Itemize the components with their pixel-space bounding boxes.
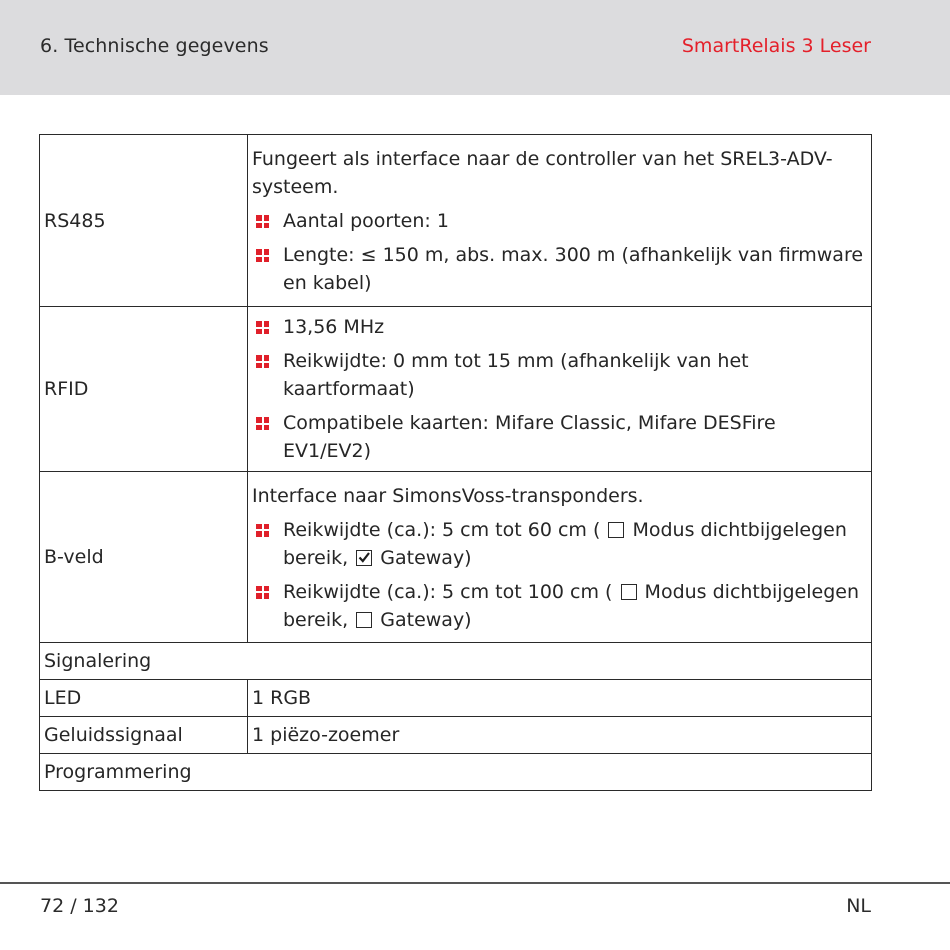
- bullet-icon: [256, 524, 269, 537]
- table-row: [40, 754, 872, 791]
- row-label-rfid: RFID: [40, 307, 248, 472]
- rs485-intro: Fungeert als interface naar de controller van het SREL3-ADV-systeem.: [252, 148, 833, 198]
- page-header: [0, 0, 950, 95]
- page-number: 72 / 132: [40, 895, 119, 917]
- table-row: [40, 307, 872, 472]
- row-label-geluid: Geluidssignaal: [40, 717, 248, 754]
- bullet-icon: [256, 215, 269, 228]
- bullet-icon: [256, 321, 269, 334]
- spec-table: [39, 134, 872, 791]
- bullet-icon: [256, 249, 269, 262]
- list-item: Reikwijdte (ca.): 5 cm tot 60 cm ( Modus dichtbijgelegen bereik, Gateway): [252, 516, 867, 572]
- row-value-geluid: 1 piëzo-zoemer: [248, 717, 872, 754]
- row-heading-signalering: Signalering: [40, 643, 872, 680]
- table-row: [40, 680, 872, 717]
- row-label-bveld: B-veld: [40, 472, 248, 643]
- list-item: Reikwijdte: 0 mm tot 15 mm (afhankelijk van het kaartformaat): [252, 347, 867, 403]
- bullet-icon: [256, 417, 269, 430]
- bullet-icon: [256, 355, 269, 368]
- row-label-rs485: RS485: [40, 135, 248, 307]
- rfid-bullets: [252, 313, 867, 465]
- list-item: 13,56 MHz: [252, 313, 867, 341]
- row-value-bveld: [248, 472, 872, 643]
- bullet-icon: [256, 586, 269, 599]
- bveld-bullets: [252, 516, 867, 634]
- list-item: Aantal poorten: 1: [252, 207, 867, 235]
- row-heading-programmering: Programmering: [40, 754, 872, 791]
- list-item: Reikwijdte (ca.): 5 cm tot 100 cm ( Modus dichtbijgelegen bereik, Gateway): [252, 578, 867, 634]
- checkbox-close-range-icon: [621, 584, 637, 600]
- table-row: [40, 135, 872, 307]
- rs485-bullets: [252, 207, 867, 297]
- checkbox-gateway-icon: [356, 612, 372, 628]
- checkmark-icon: [357, 550, 371, 564]
- row-value-rs485: [248, 135, 872, 307]
- checkbox-close-range-icon: [608, 522, 624, 538]
- list-item: Lengte: ≤ 150 m, abs. max. 300 m (afhankelijk van firmware en kabel): [252, 241, 867, 297]
- table-row: [40, 717, 872, 754]
- table-row: [40, 472, 872, 643]
- checkbox-gateway-icon: [356, 550, 372, 566]
- row-value-rfid: [248, 307, 872, 472]
- language-code: NL: [846, 895, 871, 917]
- row-label-led: LED: [40, 680, 248, 717]
- footer-divider: [0, 882, 950, 884]
- list-item: Compatibele kaarten: Mifare Classic, Mifare DESFire EV1/EV2): [252, 409, 867, 465]
- product-title: SmartRelais 3 Leser: [681, 35, 871, 57]
- bveld-intro: Interface naar SimonsVoss-transponders.: [252, 484, 644, 507]
- table-row: [40, 643, 872, 680]
- section-title: 6. Technische gegevens: [40, 35, 269, 57]
- row-value-led: 1 RGB: [248, 680, 872, 717]
